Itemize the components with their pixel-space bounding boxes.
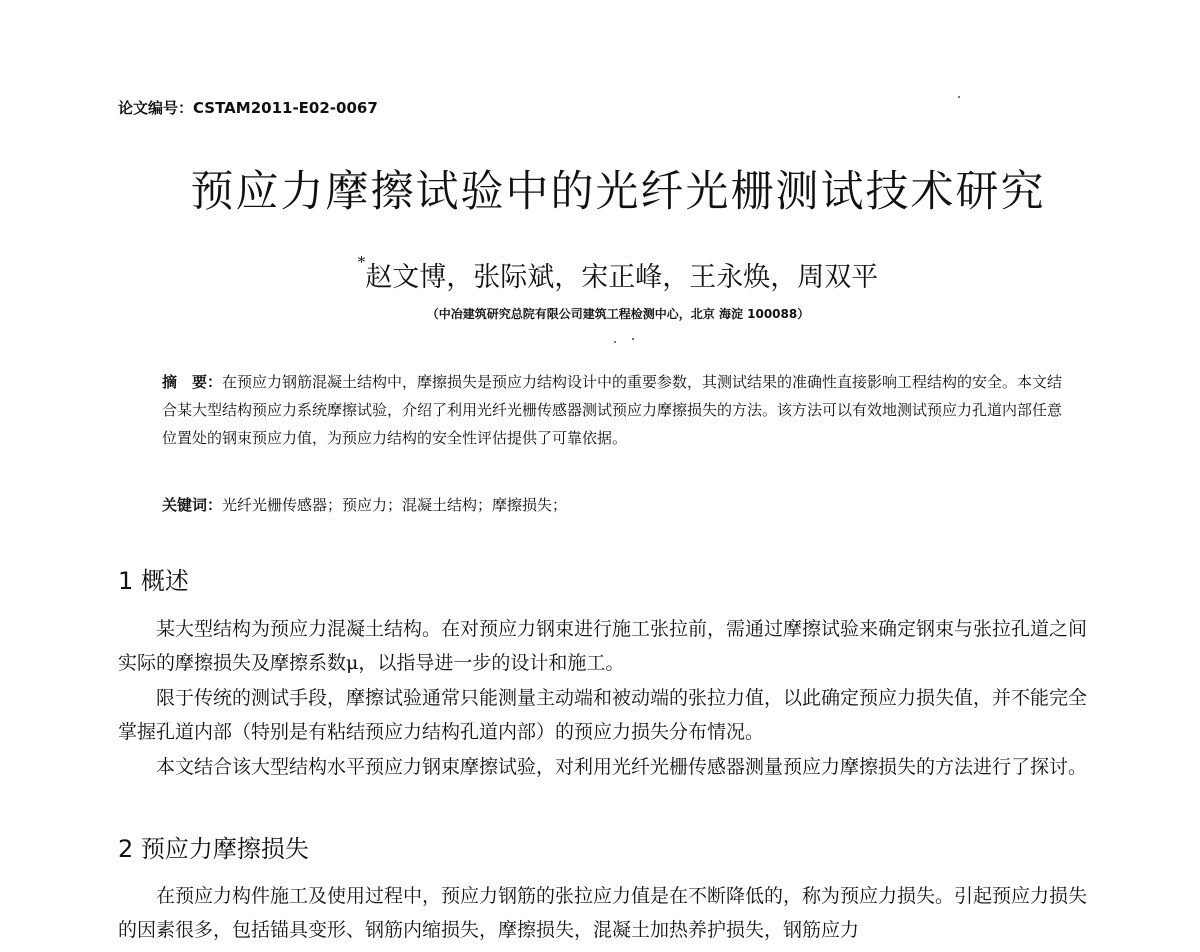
body-paragraph: 本文结合该大型结构水平预应力钢束摩擦试验，对利用光纤光栅传感器测量预应力摩擦损失的方法进行了探讨。	[156, 756, 1088, 778]
section-heading: 1 概述	[118, 567, 189, 595]
body-paragraph: 限于传统的测试手段，摩擦试验通常只能测量主动端和被动端的张拉力值，以此确定预应力损失值，并不能完全掌握孔道内部（特别是有粘结预应力结构孔道内部）的预应力损失分布情况。	[118, 687, 1088, 743]
author-list	[0, 255, 1200, 294]
keywords-line	[162, 494, 1074, 515]
body-paragraph: 某大型结构为预应力混凝土结构。在对预应力钢束进行施工张拉前，需通过摩擦试验来确定钢束与张拉孔道之间实际的摩擦损失及摩擦系数μ，以指导进一步的设计和施工。	[118, 618, 1088, 674]
author-names: 赵文博，张际斌，宋正峰，王永焕，周双平	[365, 262, 879, 293]
keywords-text: 光纤光栅传感器；预应力；混凝土结构；摩擦损失；	[222, 496, 568, 514]
corresponding-author-mark: *	[357, 253, 366, 271]
abstract-block	[162, 368, 1074, 452]
paper-id: 论文编号：CSTAM2011-E02-0067	[118, 99, 378, 117]
scan-speck	[614, 341, 616, 343]
body-paragraph: 在预应力构件施工及使用过程中，预应力钢筋的张拉应力值是在不断降低的，称为预应力损失。引起预应力损失的因素很多，包括锚具变形、钢筋内缩损失，摩擦损失，混凝土加热养护损失，钢筋应力	[118, 885, 1088, 941]
scan-speck	[958, 96, 960, 98]
keywords-label: 关键词：	[162, 496, 223, 514]
abstract-text: 在预应力钢筋混凝土结构中，摩擦损失是预应力结构设计中的重要参数，其测试结果的准确性直接影响工程结构的安全。本文结合某大型结构预应力系统摩擦试验，介绍了利用光纤光栅传感器测试预应力摩擦损失的方法。该方法可以有效地测试预应力孔道内部任意位置处的钢束预应力值，为预应力结构的安全性评估提供了可靠依据。	[162, 373, 1063, 447]
section-heading: 2 预应力摩擦损失	[118, 835, 309, 863]
scan-speck	[632, 338, 634, 340]
affiliation: （中冶建筑研究总院有限公司建筑工程检测中心，北京 海淀 100088）	[426, 307, 810, 321]
abstract-label: 摘 要：	[162, 373, 223, 391]
paper-title: 预应力摩擦试验中的光纤光栅测试技术研究	[190, 167, 1046, 217]
